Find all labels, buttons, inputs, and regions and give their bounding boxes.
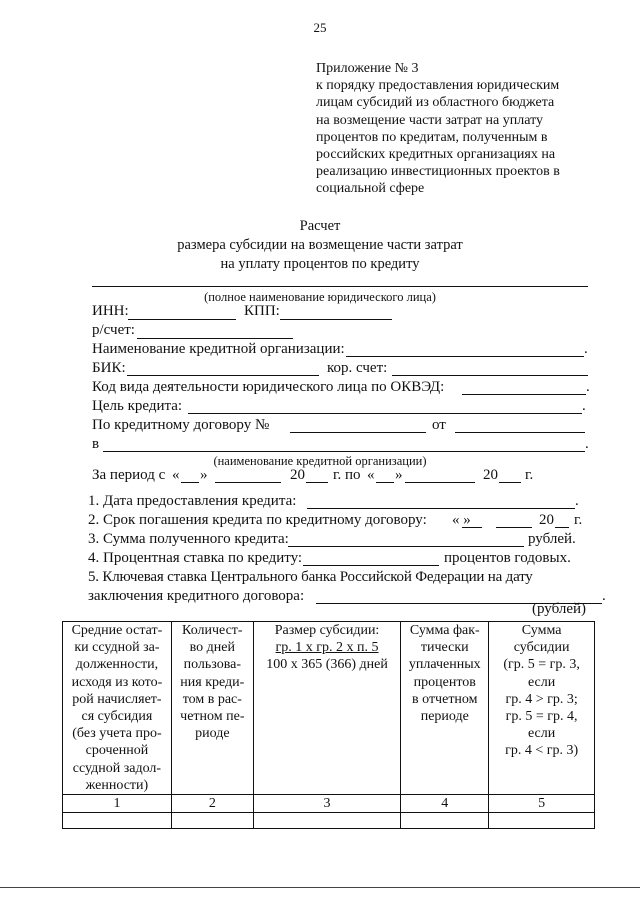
period-dot: . — [586, 379, 590, 395]
period-to-label: г. по — [333, 467, 361, 483]
item-3-label: 3. Сумма полученного кредита: — [88, 531, 289, 547]
item-5-line-1: 5. Ключевая ставка Центрального банка Российской Федерации на дату — [88, 569, 533, 585]
period-start-month-field[interactable] — [215, 482, 281, 483]
annex-line: социальной сфере — [316, 181, 425, 197]
column-number: 4 — [401, 795, 489, 813]
item-2-day-field[interactable] — [462, 527, 482, 528]
entity-caption: (полное наименование юридического лица) — [204, 290, 436, 304]
column-number: 5 — [489, 795, 595, 813]
table-cell[interactable] — [63, 813, 172, 829]
agreement-from-label: от — [432, 417, 446, 433]
header-cell-2: Количест- во дней пользова- ния креди- том в рас- четном пе- риоде — [171, 622, 253, 795]
unit-label: (рублей) — [532, 601, 587, 617]
in-label: в — [92, 436, 100, 452]
annex-title: Приложение № 3 — [316, 61, 419, 76]
okved-field[interactable] — [462, 394, 586, 395]
annex-line: к порядку предоставления юридическим — [316, 78, 560, 94]
item-2-year: 20 — [539, 512, 554, 528]
annex-line: лицам субсидий из областного бюджета — [316, 95, 555, 111]
page-number: 25 — [313, 20, 327, 35]
annex-line: процентов по кредитам, полученным в — [316, 129, 548, 145]
period-start-year-field[interactable] — [306, 482, 328, 483]
period-year-prefix: 20 — [290, 467, 305, 483]
scan-edge-line — [0, 887, 640, 888]
item-4-label: 4. Процентная ставка по кредиту: — [88, 550, 303, 566]
table-cell[interactable] — [489, 813, 595, 829]
period-year-end: г. — [525, 467, 534, 483]
period-quote-close: » — [200, 467, 208, 483]
bank-name-label: Наименование кредитной организации: — [92, 341, 345, 357]
kpp-field[interactable] — [280, 319, 392, 320]
period-dot: . — [584, 341, 588, 357]
period-label: За период с — [92, 467, 166, 483]
item-3-field[interactable] — [288, 546, 524, 547]
item-2-end: г. — [574, 512, 583, 528]
table-cell[interactable] — [401, 813, 489, 829]
column-number: 3 — [253, 795, 401, 813]
formula-numerator: гр. 1 х гр. 2 х п. 5 — [275, 640, 379, 656]
period-start-day-field[interactable] — [181, 482, 199, 483]
header-cell-3: Размер субсидии: гр. 1 х гр. 2 х п. 5 100 х 365 (366) дней — [253, 622, 401, 795]
annex-line: российских кредитных организациях на — [316, 147, 556, 163]
annex-block — [316, 60, 616, 198]
header-cell-1: Средние остат- ки ссудной за- долженности, исходя из кото- рой начисляет- ся субсидия (без учета про- сроченной ссудной задол- женности) — [63, 622, 172, 795]
bank-name-field[interactable] — [346, 356, 584, 357]
table-number-row — [63, 795, 595, 813]
inn-label: ИНН: — [92, 303, 129, 319]
column-number: 1 — [63, 795, 172, 813]
bik-field[interactable] — [127, 375, 319, 376]
table-cell[interactable] — [171, 813, 253, 829]
subsidy-table — [62, 621, 595, 829]
formula-denominator: 100 х 365 (366) дней — [266, 657, 388, 673]
item-4-field[interactable] — [303, 565, 439, 566]
table-row — [63, 813, 595, 829]
document-subtitle-1: размера субсидии на возмещение части затрат — [177, 237, 463, 253]
purpose-label: Цель кредита: — [92, 398, 183, 414]
period-year-prefix: 20 — [483, 467, 498, 483]
corr-account-field[interactable] — [392, 375, 588, 376]
item-2-quotes: « » — [452, 512, 471, 528]
entity-name-line[interactable] — [92, 286, 588, 287]
period-dot: . — [585, 436, 589, 452]
period-dot: . — [582, 398, 586, 414]
okved-label: Код вида деятельности юридического лица по ОКВЭД: — [92, 379, 445, 395]
account-label: р/счет: — [92, 322, 135, 338]
column-number: 2 — [171, 795, 253, 813]
agreement-date-field[interactable] — [455, 432, 585, 433]
item-1-field[interactable] — [307, 508, 575, 509]
item-2-label: 2. Срок погашения кредита по кредитному договору: — [88, 512, 427, 528]
period-quote-open: « — [367, 467, 375, 483]
item-4-unit: процентов годовых. — [444, 550, 571, 566]
annex-line: на возмещение части затрат на уплату — [316, 112, 544, 128]
header-cell-5: Сумма субсидии (гр. 5 = гр. 3, если гр. 4 > гр. 3; гр. 5 = гр. 4, если гр. 4 < гр. 3) — [489, 622, 595, 795]
account-field[interactable] — [137, 338, 293, 339]
annex-line: реализацию инвестиционных проектов в — [316, 164, 560, 180]
table-cell[interactable] — [253, 813, 401, 829]
table-header-row — [63, 622, 595, 795]
period-end-day-field[interactable] — [376, 482, 394, 483]
inn-field[interactable] — [128, 319, 236, 320]
bik-label: БИК: — [92, 360, 126, 376]
item-2-year-field[interactable] — [555, 527, 569, 528]
agreement-number-field[interactable] — [290, 432, 426, 433]
kpp-label: КПП: — [244, 303, 280, 319]
document-subtitle-2: на уплату процентов по кредиту — [220, 256, 420, 272]
item-3-unit: рублей. — [528, 531, 576, 547]
document-title: Расчет — [299, 218, 341, 234]
period-end-month-field[interactable] — [405, 482, 475, 483]
period-dot: . — [575, 493, 579, 509]
bank-in-field[interactable] — [103, 451, 585, 452]
item-5-line-2: заключения кредитного договора: — [88, 588, 305, 604]
bank-caption: (наименование кредитной организации) — [213, 454, 427, 468]
period-quote-open: « — [172, 467, 180, 483]
corr-account-label: кор. счет: — [327, 360, 388, 376]
header-cell-4: Сумма фак- тически уплаченных процентов в отчетном периоде — [401, 622, 489, 795]
period-quote-close: » — [395, 467, 403, 483]
item-2-month-field[interactable] — [496, 527, 532, 528]
agreement-label: По кредитному договору № — [92, 417, 270, 433]
period-end-year-field[interactable] — [499, 482, 521, 483]
item-1-label: 1. Дата предоставления кредита: — [88, 493, 297, 509]
purpose-field[interactable] — [188, 413, 582, 414]
period-dot: . — [602, 588, 606, 604]
